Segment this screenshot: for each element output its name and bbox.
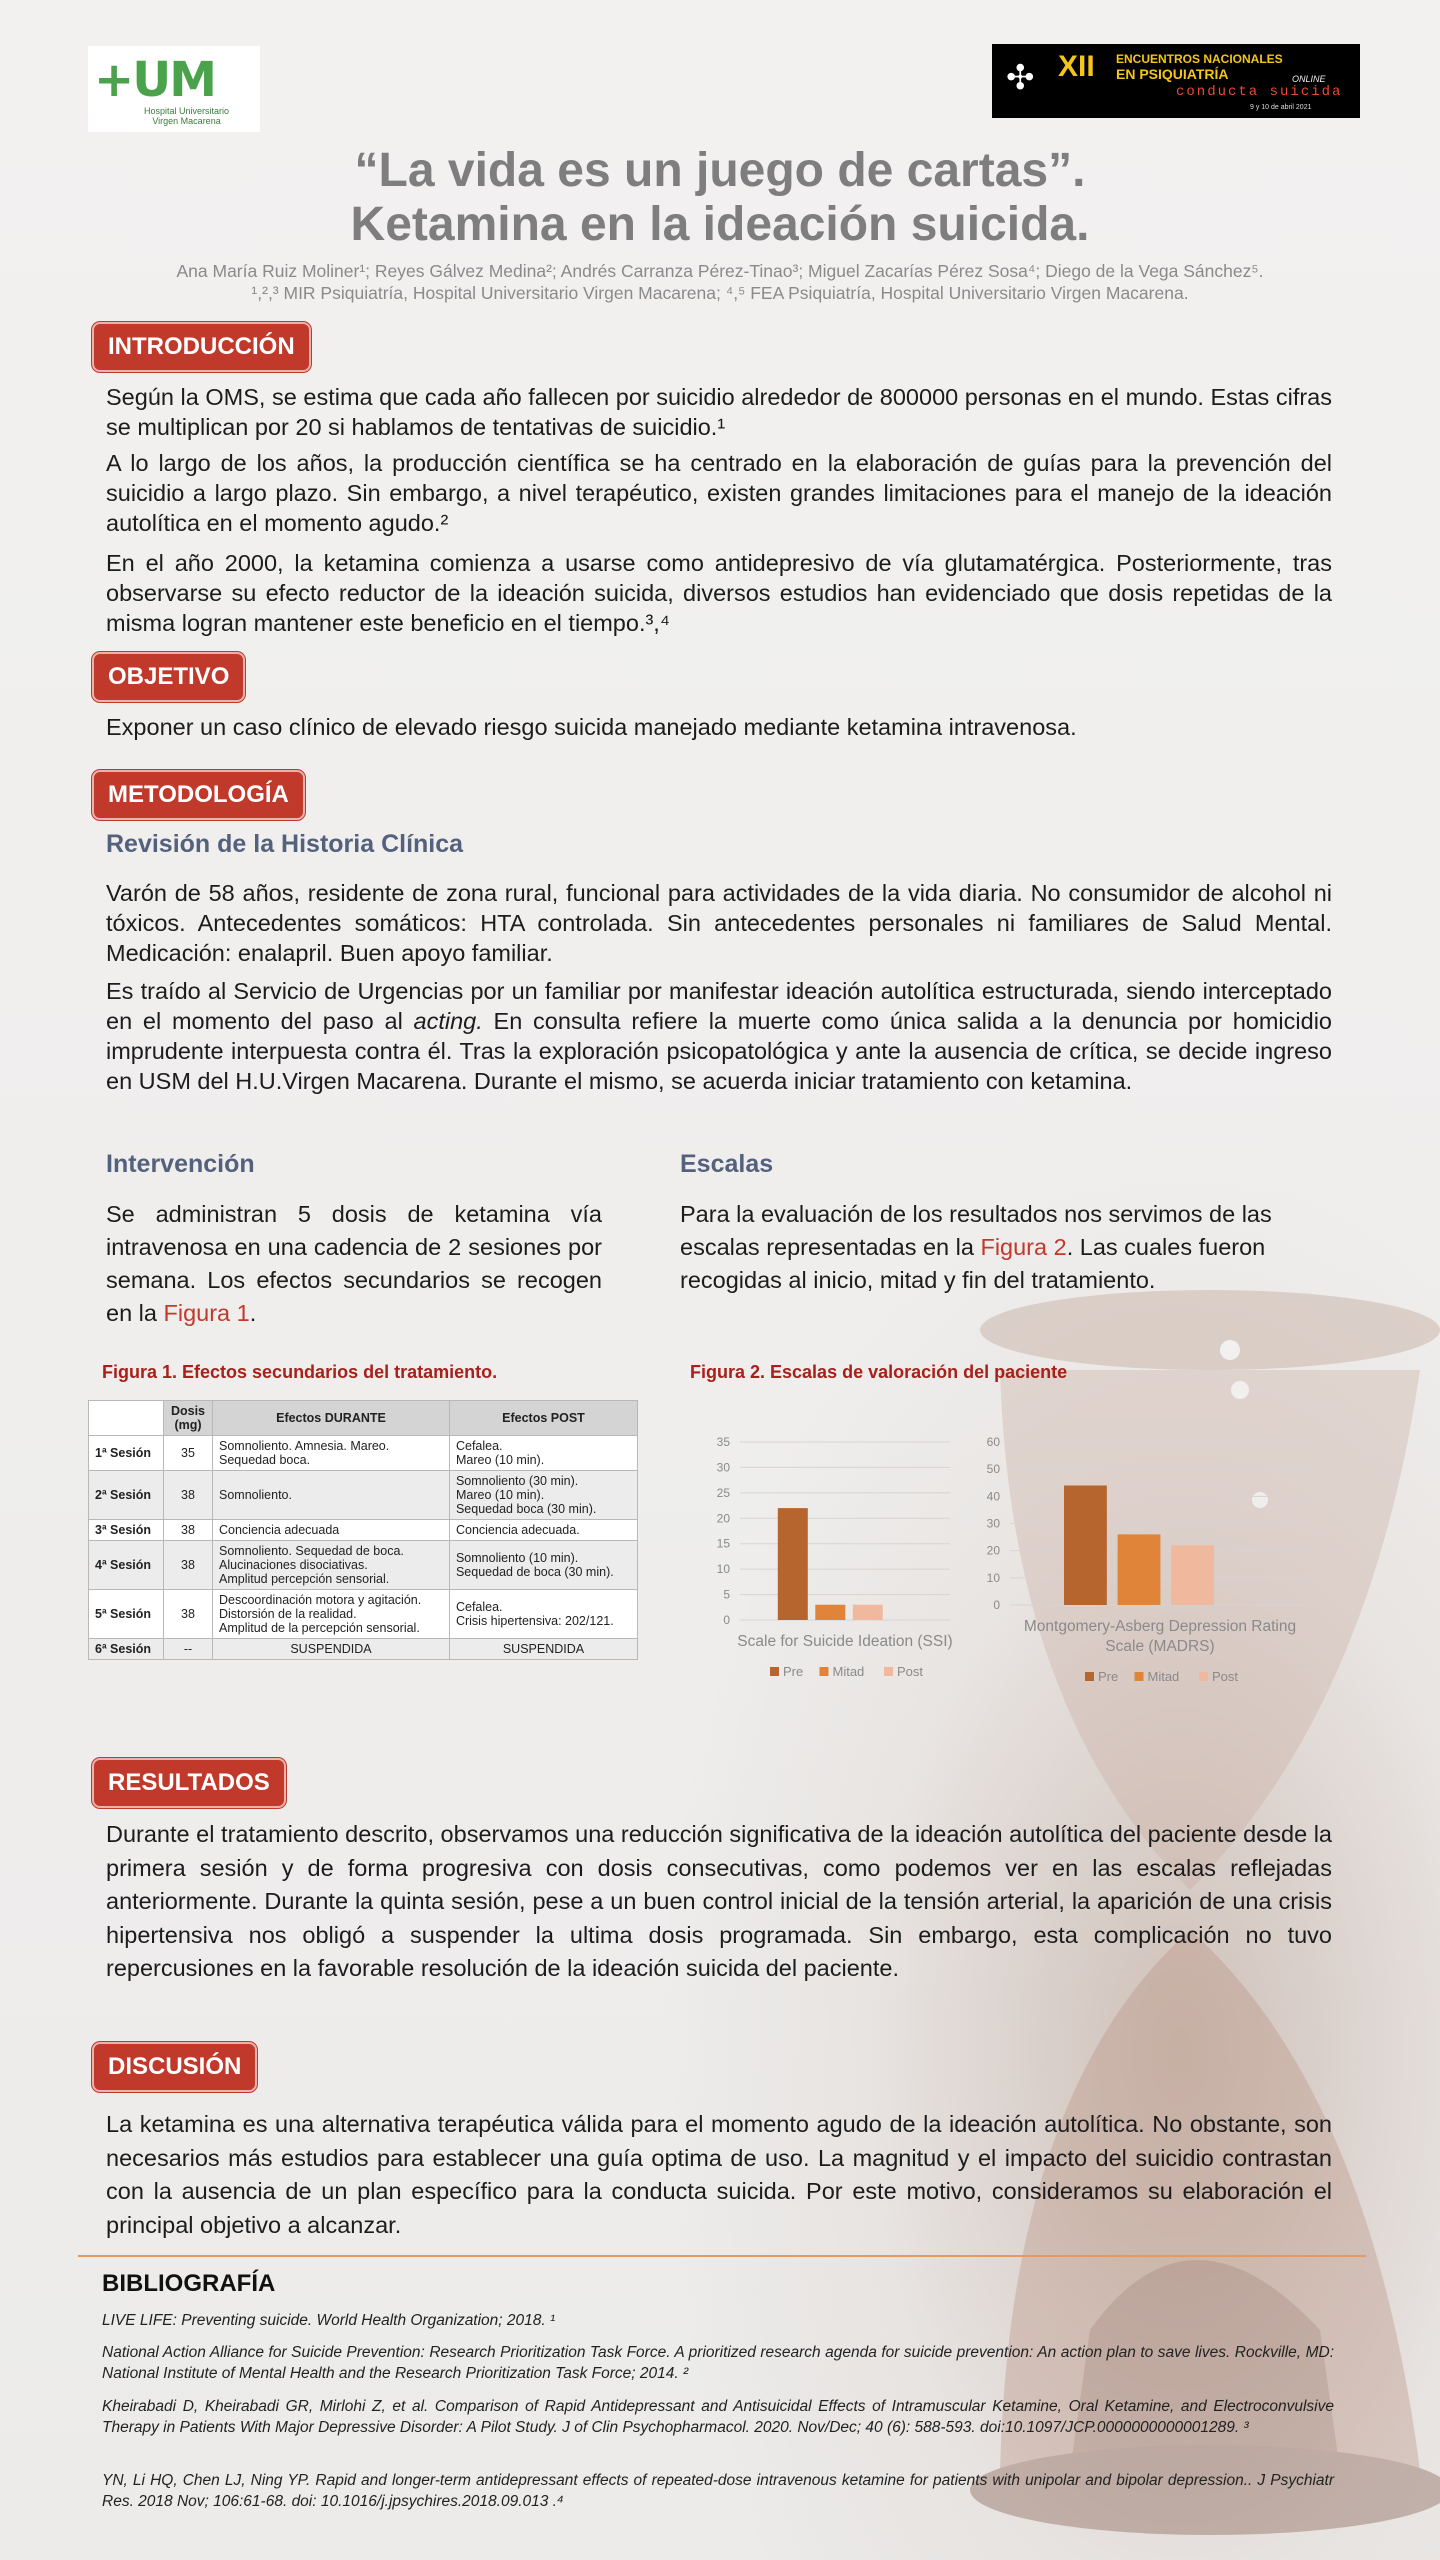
y-tick-label: 0 [993,1598,1000,1612]
legend-entry: Pre [1098,1669,1119,1684]
section-label-objetivo: OBJETIVO [92,652,245,702]
table-header-row [89,1401,638,1436]
table-cell-session: 1ª Sesión [89,1436,164,1471]
congress-logo-line1: ENCUENTROS NACIONALES [1116,52,1283,66]
legend-entry: Mitad [1147,1669,1180,1684]
legend-entry: Post [1212,1669,1239,1684]
y-tick-label: 30 [716,1460,730,1475]
table-cell-during: Conciencia adecuada [213,1520,450,1541]
bar-mitad [1118,1534,1161,1605]
metodologia-paragraph-1: Varón de 58 años, residente de zona rural, funcional para actividades de la vida diaria. No consumidor de alcohol ni tóxicos. Antecedentes somáticos: HTA controlada. Sin antecedentes personales ni familiares de Salud Mental. Medicación: enalapril. Buen apoyo familiar. [106,880,1332,966]
y-tick-label: 30 [986,1516,1000,1531]
poster-title-line2: Ketamina en la ideación suicida. [350,198,1090,251]
arrows-star-icon: ✣ [1006,59,1035,97]
bar-post [1171,1545,1214,1605]
hospital-logo-text: Hospital Universitario Virgen Macarena [144,106,230,126]
legend-swatch [1085,1672,1094,1681]
legend-swatch [884,1667,893,1676]
table-cell-post: Cefalea. Crisis hipertensiva: 202/121. [449,1590,637,1639]
subheading-historia-clinica: Revisión de la Historia Clínica [106,830,464,858]
table-cell-session: 6ª Sesión [89,1639,164,1660]
figure-2-caption: Figura 2. Escalas de valoración del paciente [690,1362,1068,1382]
table-cell-post: Conciencia adecuada. [449,1520,637,1541]
legend-swatch [770,1667,779,1676]
y-tick-label: 10 [986,1570,1000,1585]
congress-logo [992,44,1360,118]
bar-pre [778,1508,808,1620]
bibliography-divider [78,2255,1366,2257]
table-cell-post: Somnoliento (10 min). Sequedad de boca (30 min). [449,1541,637,1590]
poster-title-line1: “La vida es un juego de cartas”. [354,144,1086,197]
legend-entry: Mitad [832,1664,865,1679]
legend-entry: Post [897,1664,924,1679]
subheading-escalas: Escalas [680,1150,774,1178]
table-header-during: Efectos DURANTE [213,1401,450,1436]
metodologia-paragraph-2-start: Es traído al Servicio de Urgencias por un familiar por manifestar ideación autolítica estructurada, siendo interceptado en el momento del paso al [106,978,1332,1034]
bibliography-ref-3: Kheirabadi D, Kheirabadi GR, Mirlohi Z, et al. Comparison of Rapid Antidepressant and Antisuicidal Effects of Intramuscular Ketamine, Oral Ketamine, and Electroconvulsive Therapy in Patients With Major Depressive Disorder: A Pilot Study. J of Clin Psychopharmacol. 2020. Nov/Dec; 40 (6): 588-593. doi:10.1097/JCP.0000000000001289. ³ [102,2398,1334,2436]
table-header-empty [89,1401,164,1436]
y-tick-label: 10 [716,1562,730,1577]
section-label-discusion: DISCUSIÓN [92,2042,257,2092]
intervencion-text: Se administran 5 dosis de ketamina vía intravenosa en una cadencia de 2 sesiones por semana. Los efectos secundarios se recogen en la [106,1201,602,1326]
y-tick-label: 35 [716,1435,730,1449]
table-cell-session: 2ª Sesión [89,1471,164,1520]
table-cell-dose: 38 [164,1520,213,1541]
table-cell-during: Somnoliento. Sequedad de boca. Alucinaciones disociativas. Amplitud percepción sensorial. [213,1541,450,1590]
congress-logo-online: ONLINE [1292,74,1326,84]
intro-paragraph-3: En el año 2000, la ketamina comienza a usarse como antidepresivo de vía glutamatérgica. Posteriormente, tras observarse su efecto reductor de la ideación suicida, diversos estudios han evidenciado que dosis repetidas de la misma logran mantener este beneficio en el tiempo.³,⁴ [106,550,1332,636]
hospital-logo [88,46,260,132]
intro-paragraph-2: A lo largo de los años, la producción científica se ha centrado en la elaboración de guías para la prevención del suicidio a largo plazo. Sin embargo, a nivel terapéutico, existen grandes limitaciones para el manejo de la ideación autolítica en el momento agudo.² [106,450,1332,536]
bar-pre [1064,1485,1107,1605]
intro-paragraph-1: Según la OMS, se estima que cada año fallecen por suicidio alrededor de 800000 personas en el mundo. Estas cifras se multiplican por 20 si hablamos de tentativas de suicidio.¹ [106,384,1332,440]
table-cell-dose: 38 [164,1471,213,1520]
side-effects-table [88,1400,638,1660]
bar-mitad [815,1605,845,1620]
table-cell-dose: 38 [164,1541,213,1590]
table-cell-during: Somnoliento. Amnesia. Mareo. Sequedad boca. [213,1436,450,1471]
table-cell-session: 5ª Sesión [89,1590,164,1639]
hospital-logo-mark: +UM [94,52,215,108]
y-tick-label: 20 [716,1511,730,1526]
section-label-resultados: RESULTADOS [92,1758,286,1808]
table-row [89,1639,638,1660]
table-cell-post: SUSPENDIDA [449,1639,637,1660]
table-cell-during: Somnoliento. [213,1471,450,1520]
section-label-metodologia: METODOLOGÍA [92,770,305,820]
legend-swatch [1199,1672,1208,1681]
congress-logo-date: 9 y 10 de abril 2021 [1250,104,1312,111]
section-label-introduccion: INTRODUCCIÓN [92,322,311,372]
authors: Ana María Ruiz Moliner¹; Reyes Gálvez Medina²; Andrés Carranza Pérez-Tinao³; Miguel Zacarías Pérez Sosa⁴; Diego de la Vega Sánchez⁵. [176,261,1264,281]
x-axis-label: Montgomery-Asberg Depression Rating [1023,1618,1297,1635]
congress-logo-line2: EN PSIQUIATRÍA [1116,66,1229,82]
table-row [89,1520,638,1541]
subheading-intervencion: Intervención [106,1150,255,1178]
metodologia-paragraph-2-end: En consulta refiere la muerte como única salida a la denuncia por homicidio imprudente interpuesta contra él. Tras la exploración psicopatológica y ante la ausencia de crítica, se decide ingreso en USM del H.U.Virgen Macarena. Durante el mismo, se acuerda iniciar tratamiento con ketamina. [106,1008,1332,1094]
table-cell-post: Somnoliento (30 min). Mareo (10 min). Sequedad boca (30 min). [449,1471,637,1520]
y-tick-label: 20 [986,1543,1000,1558]
table-cell-during: Descoordinación motora y agitación. Distorsión de la realidad. Amplitud de la percepción sensorial. [213,1590,450,1639]
scales-bar-charts [690,1420,1330,1710]
bibliography-heading: BIBLIOGRAFÍA [102,2270,276,2297]
bar-post [853,1605,883,1620]
table-row [89,1471,638,1520]
y-tick-label: 50 [986,1462,1000,1477]
bibliography-ref-4: YN, Li HQ, Chen LJ, Ning YP. Rapid and longer-term antidepressant effects of repeated-dose intravenous ketamine for patients with unipolar and bipolar depression.. J Psychiatr Res. 2018 Nov; 106:61-68. doi: 10.1016/j.jpsychires.2018.09.013 .⁴ [102,2472,1334,2510]
metodologia-paragraph-2 [106,976,1332,1096]
table-cell-post: Cefalea. Mareo (10 min). [449,1436,637,1471]
metodologia-paragraph-2-emphasis: acting. [413,1008,483,1034]
bibliography-ref-2: National Action Alliance for Suicide Prevention: Research Prioritization Task Force. A prioritized research agenda for suicide prevention: An action plan to save lives. Rockville, MD: National Institute of Mental Health and the Research Prioritization Task Force; 2014. ² [102,2344,1334,2382]
figura-1-link[interactable]: Figura 1 [163,1300,250,1326]
table-cell-during: SUSPENDIDA [213,1639,450,1660]
table-cell-dose: -- [164,1639,213,1660]
y-tick-label: 25 [716,1485,730,1500]
legend-entry: Pre [783,1664,804,1679]
y-tick-label: 5 [723,1587,730,1602]
escalas-paragraph [680,1198,1332,1297]
escalas-text: Para la evaluación de los resultados nos servimos de las escalas representadas en la [680,1201,1272,1260]
discusion-paragraph: La ketamina es una alternativa terapéutica válida para el momento agudo de la ideación autolítica. No obstante, son necesarios más estudios para establecer una guía optima de uso. La magnitud y el impacto del suicidio contrastan con la ausencia de un plan específico para la conducta suicida. Por este motivo, consideramos su elaboración el principal objetivo a alcanzar. [106,2111,1332,2238]
table-row [89,1436,638,1471]
intervencion-text-end: . [249,1300,257,1326]
table-header-dose: Dosis (mg) [164,1401,213,1436]
table-cell-session: 4ª Sesión [89,1541,164,1590]
y-tick-label: 15 [716,1536,730,1551]
bibliography-ref-1: LIVE LIFE: Preventing suicide. World Health Organization; 2018. ¹ [102,2312,556,2329]
resultados-paragraph: Durante el tratamiento descrito, observamos una reducción significativa de la ideación autolítica del paciente desde la primera sesión y de forma progresiva con dosis consecutivas, como podemos ver en las escalas reflejadas anteriormente. Durante la quinta sesión, pese a un buen control inicial de la tensión arterial, la aparición de una crisis hipertensiva nos obligó a suspender la ultima dosis programada. Sin embargo, esta complicación no tuvo repercusiones en la favorable resolución de la ideación suicida del paciente. [106,1821,1332,1981]
table-header-post: Efectos POST [449,1401,637,1436]
table-row [89,1541,638,1590]
table-cell-dose: 35 [164,1436,213,1471]
affiliations: ¹,²,³ MIR Psiquiatría, Hospital Universitario Virgen Macarena; ⁴,⁵ FEA Psiquiatría, Hospital Universitario Virgen Macarena. [251,283,1189,303]
y-tick-label: 60 [986,1435,1000,1449]
x-axis-label: Scale (MADRS) [1105,1638,1215,1655]
y-tick-label: 0 [723,1613,730,1627]
figura-2-link[interactable]: Figura 2 [980,1234,1067,1260]
figure-1-caption: Figura 1. Efectos secundarios del tratamiento. [102,1362,498,1382]
y-tick-label: 40 [986,1489,1000,1504]
x-axis-label: Scale for Suicide Ideation (SSI) [737,1633,953,1650]
escalas-text-end: . Las cuales fueron recogidas al inicio, mitad y fin del tratamiento. [680,1234,1266,1293]
congress-logo-line3: conducta suicida [1176,84,1343,100]
congress-logo-number: XII [1058,50,1095,83]
table-cell-session: 3ª Sesión [89,1520,164,1541]
objetivo-paragraph: Exponer un caso clínico de elevado riesgo suicida manejado mediante ketamina intravenosa. [106,714,1077,740]
table-row [89,1590,638,1639]
intervencion-paragraph [106,1198,602,1330]
table-cell-dose: 38 [164,1590,213,1639]
legend-swatch [820,1667,829,1676]
legend-swatch [1135,1672,1144,1681]
